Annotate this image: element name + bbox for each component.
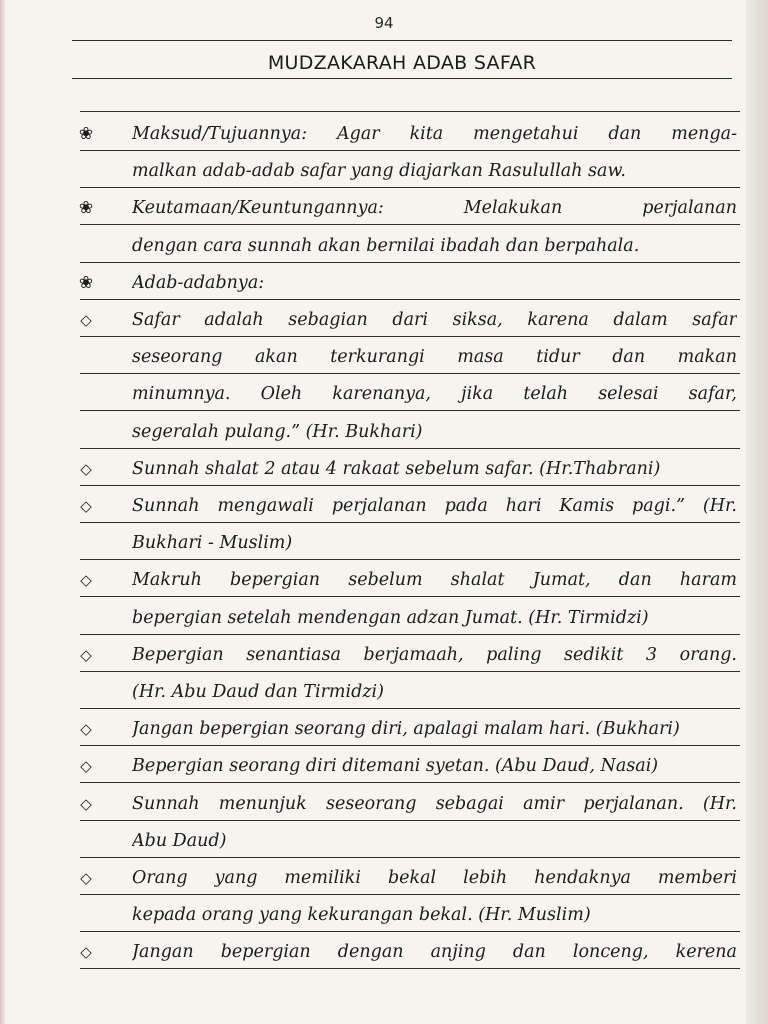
text-line: bepergian setelah mendengan adzan Jumat. (Hr. Tirmidzi) (132, 607, 649, 628)
ruled-line (80, 671, 740, 672)
ruled-line (80, 634, 740, 635)
text-line: (Hr. Abu Daud dan Tirmidzi) (132, 682, 384, 702)
text-line: Adab-adabnya: (132, 272, 265, 293)
diamond-icon: ◇ (80, 645, 92, 664)
text-line: Sunnah menunjuk seseorang sebagai amir perjalanan. (Hr. (132, 793, 737, 814)
text-line: Maksud/Tujuannya: Agar kita mengetahui dan menga- (132, 124, 737, 144)
text-line: minumnya. Oleh karenanya, jika telah selesai safar, (132, 384, 737, 405)
ruled-line (80, 448, 740, 449)
diamond-icon: ◇ (80, 794, 92, 813)
ruled-line (80, 150, 740, 151)
ruled-line (80, 596, 740, 597)
diamond-icon: ◇ (80, 943, 92, 962)
title-top-rule (72, 40, 732, 41)
page-title: MUDZAKARAH ADAB SAFAR (267, 52, 537, 74)
text-line: Keutamaan/Keuntungannya: Melakukan perjalanan (132, 198, 737, 219)
flower-icon: ❀ (78, 272, 94, 293)
flower-icon: ❀ (78, 198, 94, 219)
diamond-icon: ◇ (80, 497, 92, 515)
page-left-accent (0, 0, 5, 1024)
diamond-icon: ◇ (80, 869, 92, 887)
text-line: Jangan bepergian dengan anjing dan lonceng, kerena (132, 942, 737, 963)
text-line: Abu Daud) (132, 830, 227, 851)
ruled-line (80, 336, 740, 337)
text-line: Safar adalah sebagian dari siksa, karena dalam safar (132, 310, 737, 330)
ruled-line (80, 782, 740, 783)
ruled-line (80, 931, 740, 932)
ruled-line (80, 894, 740, 895)
text-line: Sunnah shalat 2 atau 4 rakaat sebelum safar. (Hr.Thabrani) (132, 458, 661, 479)
content-top-rule (80, 111, 740, 112)
text-line: dengan cara sunnah akan bernilai ibadah dan berpahala. (132, 235, 640, 256)
ruled-line (80, 187, 740, 188)
text-line: Jangan bepergian seorang diri, apalagi malam hari. (Bukhari) (132, 719, 680, 740)
text-line: Bepergian seorang diri ditemani syetan. (Abu Daud, Nasai) (132, 756, 659, 777)
text-line: Makruh bepergian sebelum shalat Jumat, dan haram (132, 570, 737, 591)
ruled-line (80, 745, 740, 746)
page-right-edge (746, 0, 768, 1024)
diamond-icon: ◇ (80, 459, 92, 478)
text-line: segeralah pulang.” (Hr. Bukhari) (132, 421, 423, 442)
ruled-line (80, 559, 740, 560)
ruled-line (80, 522, 740, 523)
ruled-line (80, 857, 740, 858)
text-line: malkan adab-adab safar yang diajarkan Rasulullah saw. (132, 161, 626, 182)
ruled-line (80, 224, 740, 225)
diamond-icon: ◇ (80, 571, 92, 590)
ruled-line (80, 410, 740, 411)
text-line: Bepergian senantiasa berjamaah, paling sedikit 3 orang. (132, 644, 737, 665)
ruled-line (80, 708, 740, 709)
text-line: Orang yang memiliki bekal lebih hendaknya memberi (132, 868, 737, 888)
ruled-line (80, 262, 740, 263)
flower-icon: ❀ (78, 124, 94, 144)
ruled-line (80, 968, 740, 969)
text-line: Bukhari - Muslim) (132, 533, 293, 554)
ruled-line (80, 373, 740, 374)
diamond-icon: ◇ (80, 720, 92, 739)
text-line: seseorang akan terkurangi masa tidur dan makan (132, 347, 737, 368)
ruled-line (80, 820, 740, 821)
text-line: kepada orang yang kekurangan bekal. (Hr. Muslim) (132, 905, 591, 926)
page-number: 94 (374, 14, 394, 32)
diamond-icon: ◇ (80, 757, 92, 776)
diamond-icon: ◇ (80, 311, 92, 329)
ruled-line (80, 485, 740, 486)
title-bottom-rule (72, 78, 732, 79)
ruled-line (80, 299, 740, 300)
text-line: Sunnah mengawali perjalanan pada hari Kamis pagi.” (Hr. (132, 496, 737, 516)
